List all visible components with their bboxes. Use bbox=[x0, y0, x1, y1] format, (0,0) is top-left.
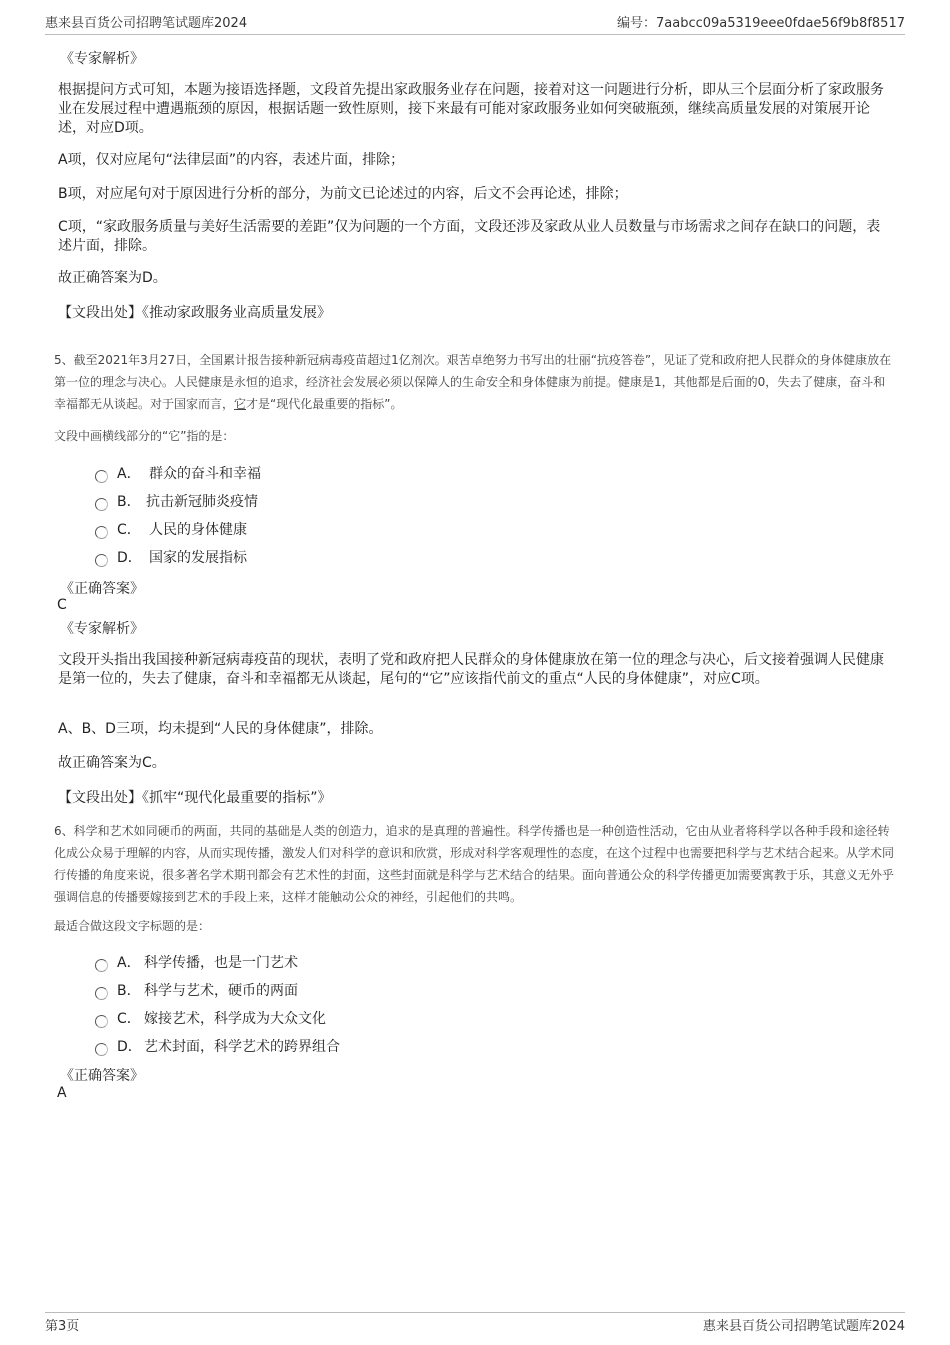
q5-analysis-paragraph-2: A、B、D三项，均未提到“人民的身体健康”，排除。 bbox=[58, 721, 383, 737]
q6-option-c[interactable] bbox=[95, 1008, 326, 1028]
option-text: 科学传播，也是一门艺术 bbox=[144, 955, 298, 971]
q4-analysis-label: 《专家解析》 bbox=[60, 51, 144, 67]
q5-option-d[interactable] bbox=[95, 547, 247, 567]
radio-icon[interactable] bbox=[95, 1015, 108, 1028]
option-text: 人民的身体健康 bbox=[149, 522, 247, 538]
option-text: 嫁接艺术，科学成为大众文化 bbox=[144, 1011, 326, 1027]
q5-answer-label: 《正确答案》 bbox=[60, 581, 144, 597]
q6-option-a[interactable] bbox=[95, 952, 298, 972]
radio-icon[interactable] bbox=[95, 498, 108, 511]
q5-option-c[interactable] bbox=[95, 519, 247, 539]
q6-question: 最适合做这段文字标题的是： bbox=[54, 919, 211, 933]
q4-analysis-paragraph-1: 根据提问方式可知，本题为接语选择题，文段首先提出家政服务业存在问题，接着对这一问题进行分析，即从三个层面分析了家政服务业在发展过程中遭遇瓶颈的原因，根据话题一致性原则，接下来最有可能对家政服务业如何突破瓶颈，继续高质量发展的对策展开论述，对应D项。 bbox=[58, 82, 884, 136]
q5-option-b[interactable] bbox=[95, 491, 258, 511]
footer-title: 惠来县百货公司招聘笔试题库2024 bbox=[702, 1319, 905, 1334]
q6-option-d[interactable] bbox=[95, 1036, 340, 1056]
option-letter: B． bbox=[117, 983, 141, 999]
option-text: 抗击新冠肺炎疫情 bbox=[146, 494, 258, 510]
q6-option-b[interactable] bbox=[95, 980, 298, 1000]
option-letter: B． bbox=[117, 494, 141, 510]
radio-icon[interactable] bbox=[95, 526, 108, 539]
option-letter: D． bbox=[117, 550, 142, 566]
radio-icon[interactable] bbox=[95, 470, 108, 483]
option-letter: C． bbox=[117, 1011, 141, 1027]
option-text: 艺术封面，科学艺术的跨界组合 bbox=[144, 1039, 340, 1055]
page-header bbox=[45, 12, 905, 35]
q5-passage-after: 才是“现代化最重要的指标”。 bbox=[246, 397, 403, 411]
q5-passage-before: 5、截至2021年3月27日，全国累计报告接种新冠病毒疫苗超过1亿剂次。艰苦卓绝努力书写出的壮丽“抗疫答卷”，见证了党和政府把人民群众的身体健康放在第一位的理念与决心。人民健康是永恒的追求，经济社会发展必须以保障人的生命安全和身体健康为前提。健康是1，其他都是后面的0，失去了健康，奋斗和幸福都无从谈起。对于国家而言， bbox=[54, 353, 892, 411]
option-text: 群众的奋斗和幸福 bbox=[149, 466, 261, 482]
q4-analysis-paragraph-3: B项，对应尾句对于原因进行分析的部分，为前文已论述过的内容，后文不会再论述，排除； bbox=[58, 186, 628, 202]
radio-icon[interactable] bbox=[95, 987, 108, 1000]
option-letter: D． bbox=[117, 1039, 142, 1055]
q5-analysis-conclusion: 故正确答案为C。 bbox=[58, 755, 166, 771]
radio-icon[interactable] bbox=[95, 959, 108, 972]
q5-underlined-word: 它 bbox=[234, 397, 247, 411]
q5-analysis-paragraph-1: 文段开头指出我国接种新冠病毒疫苗的现状，表明了党和政府把人民群众的身体健康放在第一位的理念与决心，后文接着强调人民健康是第一位的，失去了健康，奋斗和幸福都无从谈起，尾句的“它”应该指代前文的重点“人民的身体健康”，对应C项。 bbox=[58, 652, 884, 687]
page-footer bbox=[45, 1312, 905, 1337]
q6-answer-label: 《正确答案》 bbox=[60, 1068, 144, 1084]
page-number: 第3页 bbox=[45, 1319, 80, 1334]
option-letter: A． bbox=[117, 955, 141, 971]
q5-question: 文段中画横线部分的“它”指的是： bbox=[54, 429, 235, 443]
header-serial-number: 编号：7aabcc09a5319eee0fdae56f9b8f8517 bbox=[617, 16, 905, 31]
option-text: 科学与艺术，硬币的两面 bbox=[144, 983, 298, 999]
radio-icon[interactable] bbox=[95, 554, 108, 567]
header-title: 惠来县百货公司招聘笔试题库2024 bbox=[45, 16, 248, 31]
q4-source: 【文段出处】《推动家政服务业高质量发展》 bbox=[58, 305, 331, 321]
option-letter: C． bbox=[117, 522, 141, 538]
q5-analysis-label: 《专家解析》 bbox=[60, 621, 144, 637]
q6-answer: A bbox=[57, 1085, 67, 1101]
q4-analysis-conclusion: 故正确答案为D。 bbox=[58, 270, 167, 286]
option-letter: A． bbox=[117, 466, 141, 482]
option-text: 国家的发展指标 bbox=[149, 550, 247, 566]
q5-source: 【文段出处】《抓牢“现代化最重要的指标”》 bbox=[58, 790, 332, 806]
q4-analysis-paragraph-4: C项，“家政服务质量与美好生活需要的差距”仅为问题的一个方面，文段还涉及家政从业人员数量与市场需求之间存在缺口的问题，表述片面，排除。 bbox=[58, 219, 881, 254]
q6-passage: 6、科学和艺术如同硬币的两面，共同的基础是人类的创造力，追求的是真理的普遍性。科学传播也是一种创造性活动，它由从业者将科学以各种手段和途径转化成公众易于理解的内容，从而实现传播，激发人们对科学的意识和欣赏，形成对科学客观理性的态度，在这个过程中也需要把科学与艺术结合起来。从学术同行传播的角度来说，很多著名学术期刊都会有艺术性的封面，这些封面就是科学与艺术结合的结果。面向普通公众的科学传播更加需要寓教于乐，其意义无外乎强调信息的传播要嫁接到艺术的手段上来，这样才能触动公众的神经，引起他们的共鸣。 bbox=[54, 824, 895, 904]
q5-passage bbox=[54, 349, 896, 415]
q4-analysis-paragraph-2: A项，仅对应尾句“法律层面”的内容，表述片面，排除； bbox=[58, 152, 405, 168]
q5-option-a[interactable] bbox=[95, 463, 261, 483]
q5-answer: C bbox=[57, 597, 67, 613]
radio-icon[interactable] bbox=[95, 1043, 108, 1056]
